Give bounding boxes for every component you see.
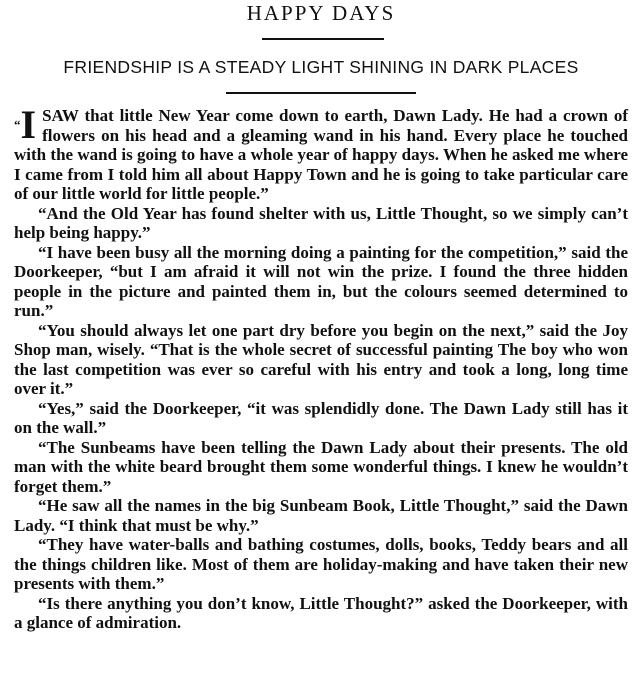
paragraph: “Yes,” said the Doorkeeper, “it was splendidly done. The Dawn Lady still has it on the wall.” bbox=[14, 398, 628, 437]
lead-paragraph bbox=[14, 102, 628, 204]
column-title: HAPPY DAYS bbox=[246, 1, 396, 25]
column-subheading: FRIENDSHIP IS A STEADY LIGHT SHINING IN DARK PLACES bbox=[63, 57, 579, 77]
paragraph: “You should always let one part dry before you begin on the next,” said the Joy Shop man, wisely. “That is the whole secret of successful painting The boy who won the last competition was ever so careful with his entry and took a long, long time over it.” bbox=[14, 320, 628, 398]
paragraph: “The Sunbeams have been telling the Dawn Lady about their presents. The old man with the white beard brought them some wonderful things. I knew he wouldn’t forget them.” bbox=[14, 437, 628, 496]
paragraph: “Is there anything you don’t know, Little Thought?” asked the Doorkeeper, with a glance of admiration. bbox=[14, 593, 628, 632]
paragraph: “They have water-balls and bathing costumes, dolls, books, Teddy bears and all the things children like. Most of them are holiday-making and have taken their new presents with them.” bbox=[14, 535, 628, 593]
paragraph: “I have been busy all the morning doing a painting for the competition,” said the Doorkeeper, “but I am afraid it will not win the prize. I found the three hidden people in the picture and painted them in, but the colours seemed determined to run.” bbox=[14, 242, 628, 320]
subheading-divider bbox=[226, 92, 416, 94]
paragraph: “And the Old Year has found shelter with us, Little Thought, so we simply can’t help being happy.” bbox=[14, 203, 628, 242]
opening-quote: “ bbox=[14, 117, 21, 132]
drop-cap bbox=[14, 102, 37, 147]
drop-cap-letter: I bbox=[20, 102, 37, 147]
article-body bbox=[14, 102, 628, 633]
lead-paragraph-text: SAW that little New Year come down to earth, Dawn Lady. He had a crown of flowers on his head and a gleaming wand in his hand. Every place he touched with the wand is going to have a whole year of happy days. When he asked me where I came from I told him all about Happy Town and he is going to take particular care of our little world for little people.” bbox=[14, 106, 628, 203]
paragraph: “He saw all the names in the big Sunbeam Book, Little Thought,” said the Dawn Lady. “I think that must be why.” bbox=[14, 496, 628, 535]
title-divider bbox=[262, 38, 384, 40]
